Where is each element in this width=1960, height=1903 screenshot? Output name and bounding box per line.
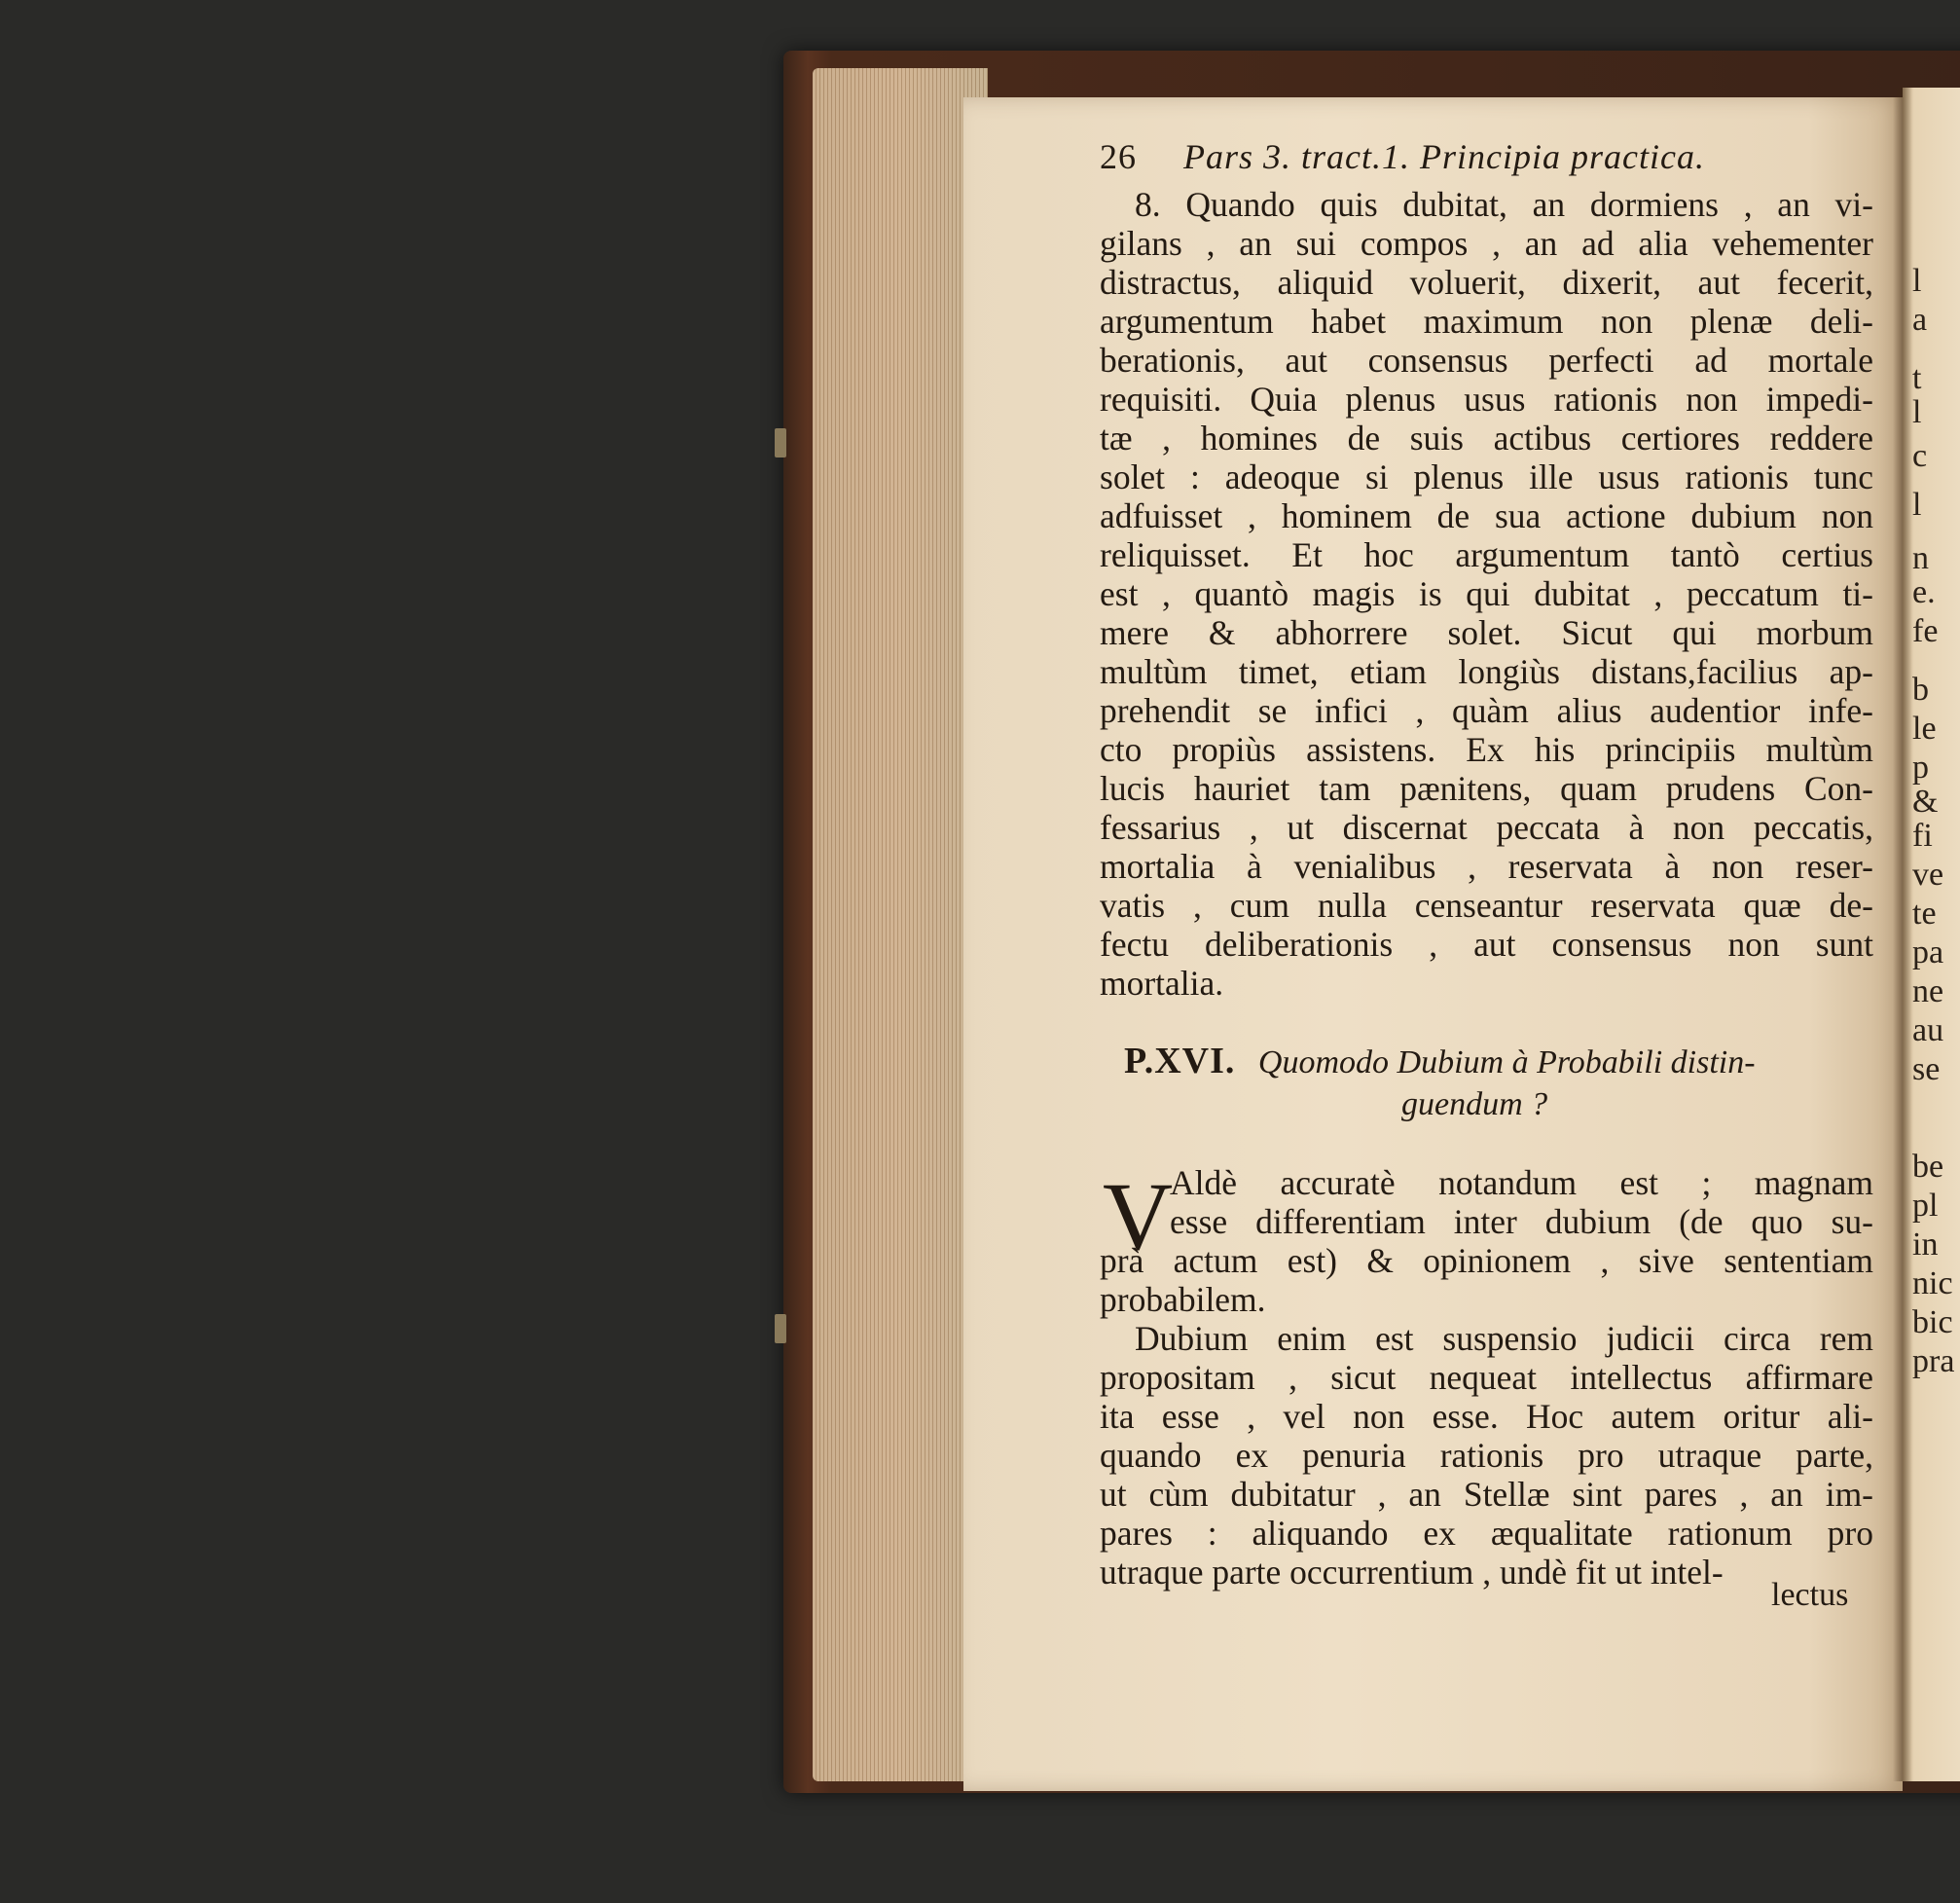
- right-page-fragment: l: [1912, 394, 1922, 430]
- section-title-continuation: guendum ?: [1401, 1086, 1548, 1122]
- text-line: cto propiùs assistens. Ex his principiis multùm: [1100, 730, 1873, 769]
- text-line: utraque parte occurrentium , undè fit ut intel-: [1100, 1553, 1724, 1592]
- text-line: pares : aliquando ex æqualitate rationum pro: [1100, 1514, 1873, 1553]
- text-line: tæ , homines de suis actibus certiores reddere: [1100, 419, 1873, 457]
- right-page-fragment: nic: [1912, 1265, 1953, 1301]
- right-page-fragment: au: [1912, 1012, 1944, 1048]
- page-edges-shading: [813, 68, 988, 1781]
- section-number: P.XVI.: [1124, 1041, 1236, 1081]
- right-page-fragment: bic: [1912, 1304, 1953, 1340]
- text-line: mortalia.: [1100, 964, 1224, 1003]
- text-line: ita esse , vel non esse. Hoc autem oritur ali-: [1100, 1397, 1873, 1436]
- right-page-fragment: ne: [1912, 973, 1944, 1009]
- right-page-fragment: l: [1912, 487, 1922, 523]
- right-page-fragment: b: [1912, 672, 1929, 708]
- text-line: mortalia à venialibus , reservata à non reser-: [1100, 847, 1873, 886]
- text-line: reliquisset. Et hoc argumentum tantò certius: [1100, 535, 1873, 574]
- right-page-fragment: fe: [1912, 613, 1939, 649]
- text-line: gilans , an sui compos , an ad alia vehementer: [1100, 224, 1873, 263]
- right-page-fragment: in: [1912, 1226, 1939, 1263]
- right-page-fragment: pl: [1912, 1188, 1939, 1224]
- gutter-shadow: [1893, 88, 1912, 1781]
- right-page-fragment: l: [1912, 263, 1922, 299]
- right-page-fragment: e.: [1912, 574, 1936, 610]
- right-page-fragment: se: [1912, 1051, 1941, 1087]
- text-line: adfuisset , hominem de sua actione dubium non: [1100, 496, 1873, 535]
- text-line: berationis, aut consensus perfecti ad mortale: [1100, 341, 1873, 380]
- text-line: prà actum est) & opinionem , sive sententiam: [1100, 1241, 1873, 1280]
- right-page-fragment: a: [1912, 302, 1928, 338]
- right-page-fragment: n: [1912, 540, 1929, 576]
- right-page-fragment: c: [1912, 438, 1928, 474]
- right-page-fragment: ve: [1912, 857, 1944, 893]
- text-line: Aldè accuratè notandum est ; magnam: [1170, 1163, 1873, 1202]
- right-page-fragment: pra: [1912, 1343, 1955, 1379]
- text-line: 8. Quando quis dubitat, an dormiens , an vi-: [1135, 185, 1873, 224]
- text-line: propositam , sicut nequeat intellectus affirmare: [1100, 1358, 1873, 1397]
- clasp-bottom: [775, 1314, 786, 1343]
- text-line: distractus, aliquid voluerit, dixerit, aut fecerit,: [1100, 263, 1873, 302]
- clasp-top: [775, 428, 786, 457]
- text-line: argumentum habet maximum non plenæ deli-: [1100, 302, 1873, 341]
- running-head: [1100, 136, 1873, 185]
- drop-cap: V: [1103, 1162, 1174, 1270]
- page-number: 26: [1100, 137, 1137, 176]
- right-page-fragment: le: [1912, 711, 1937, 747]
- text-line: quando ex penuria rationis pro utraque parte,: [1100, 1436, 1873, 1475]
- text-line: multùm timet, etiam longiùs distans,facilius ap-: [1100, 652, 1873, 691]
- text-line: lucis hauriet tam pænitens, quam prudens Con-: [1100, 769, 1873, 808]
- section-title: Quomodo Dubium à Probabili distin-: [1257, 1044, 1756, 1080]
- right-page-fragment: &: [1912, 784, 1939, 820]
- right-page-fragment: t: [1912, 360, 1922, 396]
- text-line: esse differentiam inter dubium (de quo su-: [1170, 1202, 1873, 1241]
- right-page-fragment: be: [1912, 1149, 1944, 1185]
- catchword: lectus: [1771, 1577, 1849, 1613]
- text-line: est , quantò magis is qui dubitat , peccatum ti-: [1100, 574, 1873, 613]
- text-line: fessarius , ut discernat peccata à non peccatis,: [1100, 808, 1873, 847]
- right-page-fragment: p: [1912, 750, 1929, 786]
- text-line: solet : adeoque si plenus ille usus rationis tunc: [1100, 457, 1873, 496]
- text-line: Dubium enim est suspensio judicii circa rem: [1135, 1319, 1873, 1358]
- text-line: vatis , cum nulla censeantur reservata quæ de-: [1100, 886, 1873, 925]
- right-page-fragment: te: [1912, 896, 1937, 932]
- text-line: prehendit se infici , quàm alius audentior infe-: [1100, 691, 1873, 730]
- right-page-fragment: fi: [1912, 818, 1933, 854]
- text-line: probabilem.: [1100, 1280, 1266, 1319]
- running-head-title: Pars 3. tract.1. Principia practica.: [1183, 137, 1705, 176]
- text-line: mere & abhorrere solet. Sicut qui morbum: [1100, 613, 1873, 652]
- text-line: fectu deliberationis , aut consensus non sunt: [1100, 925, 1873, 964]
- text-line: ut cùm dubitatur , an Stellæ sint pares , an im-: [1100, 1475, 1873, 1514]
- section-heading: [1124, 1040, 1864, 1122]
- right-page-fragment: pa: [1912, 934, 1944, 970]
- text-line: requisiti. Quia plenus usus rationis non impedi-: [1100, 380, 1873, 419]
